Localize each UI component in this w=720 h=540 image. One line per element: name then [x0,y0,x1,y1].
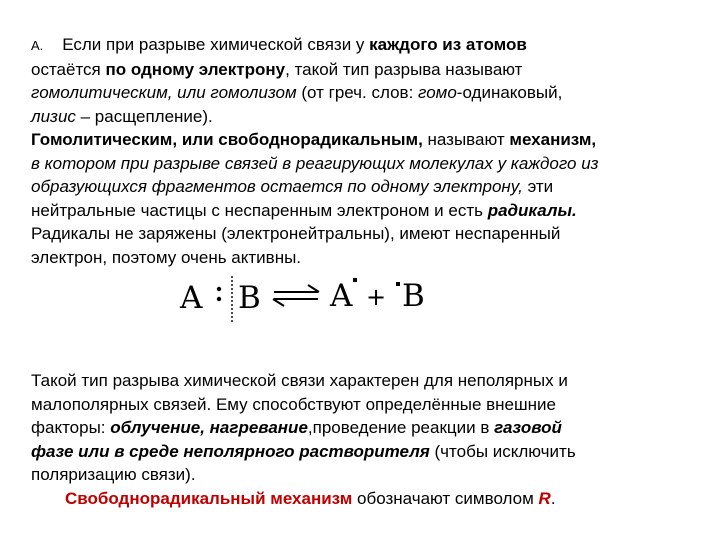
line [31,369,703,393]
bold-run: каждого из атомов [369,35,527,54]
text-run: факторы: [31,418,111,437]
italic-run: образующихся фрагментов остается по одному электрону, [31,177,523,196]
text-run: поляризацию связи). [31,465,196,484]
text-run: эти [522,177,554,196]
bold-italic-run: радикалы. [487,200,577,220]
definition-text [31,33,703,269]
text-run: малополярных связей. Ему способствуют определённые внешние [31,394,556,414]
line [31,33,703,58]
right-atom-a: A [330,278,353,314]
bold-run: Гомолитическим, или свободнорадикальным, [31,130,423,149]
red-bold-run: Свободнорадикальный механизм [65,488,353,508]
italic-run: гомо [418,83,457,102]
line [31,393,703,417]
text-run: ,проведение реакции в [307,418,495,437]
left-atom-b: B [238,280,261,316]
bold-run: по одному электрону [105,59,286,79]
text-run: -одинаковый, [456,83,563,102]
electron-dot [217,287,221,291]
italic-run: гомолитическим, или гомолизом [31,83,297,102]
line [31,463,703,487]
radical-dot [353,278,357,282]
left-atom-a: A [180,280,203,316]
electron-dot [217,297,221,301]
italic-run: в котором при разрыве связей в реагирующих молекулах у каждого из [31,153,599,173]
line [31,128,703,152]
text-run: Радикалы не заряжены (электронейтральны), имеют неспаренный [31,224,561,243]
line [31,199,703,223]
bold-italic-run: газовой [494,418,562,437]
text-run: Такой тип разрыва химической связи характерен для неполярных и [31,371,568,390]
text-run: нейтральные частицы с неспаренным электроном и есть [31,200,488,220]
homolysis-scheme-svg [178,272,438,332]
paragraph-marker: A. [31,38,44,53]
text-run: . [550,488,556,508]
radical-symbol: R [538,488,551,508]
text-run: – расщепление). [75,106,213,126]
italic-run: лизис [31,106,76,126]
homolysis-scheme [178,272,438,332]
line [31,440,703,464]
line [31,487,703,511]
line [31,416,703,440]
text-run: (чтобы исключить [429,441,576,461]
text-run: , такой тип разрыва называют [285,59,523,79]
reverse-arrowhead [273,299,284,306]
line [31,175,703,199]
plus-sign: + [366,283,387,311]
line [31,81,703,105]
text-run: (от греч. слов: [296,83,419,102]
text-run: электрон, поэтому очень активны. [31,247,302,267]
line [31,246,703,270]
radical-dot [396,282,400,286]
text-run: обозначают символом [352,488,539,508]
text-run: Если при разрыве химической связи у [62,35,370,54]
forward-arrowhead [308,285,319,292]
bold-italic-run: фазе или в среде неполярного растворителя [31,441,430,461]
line [31,222,703,246]
line [31,105,703,129]
text-run: называют [422,130,510,149]
bold-italic-run: облучение, нагревание [110,418,308,437]
text-run: остаётся [31,59,106,79]
bold-run: механизм, [509,130,597,149]
conditions-text [31,369,703,510]
right-atom-b: B [402,278,425,314]
line [31,58,703,82]
line [31,152,703,176]
